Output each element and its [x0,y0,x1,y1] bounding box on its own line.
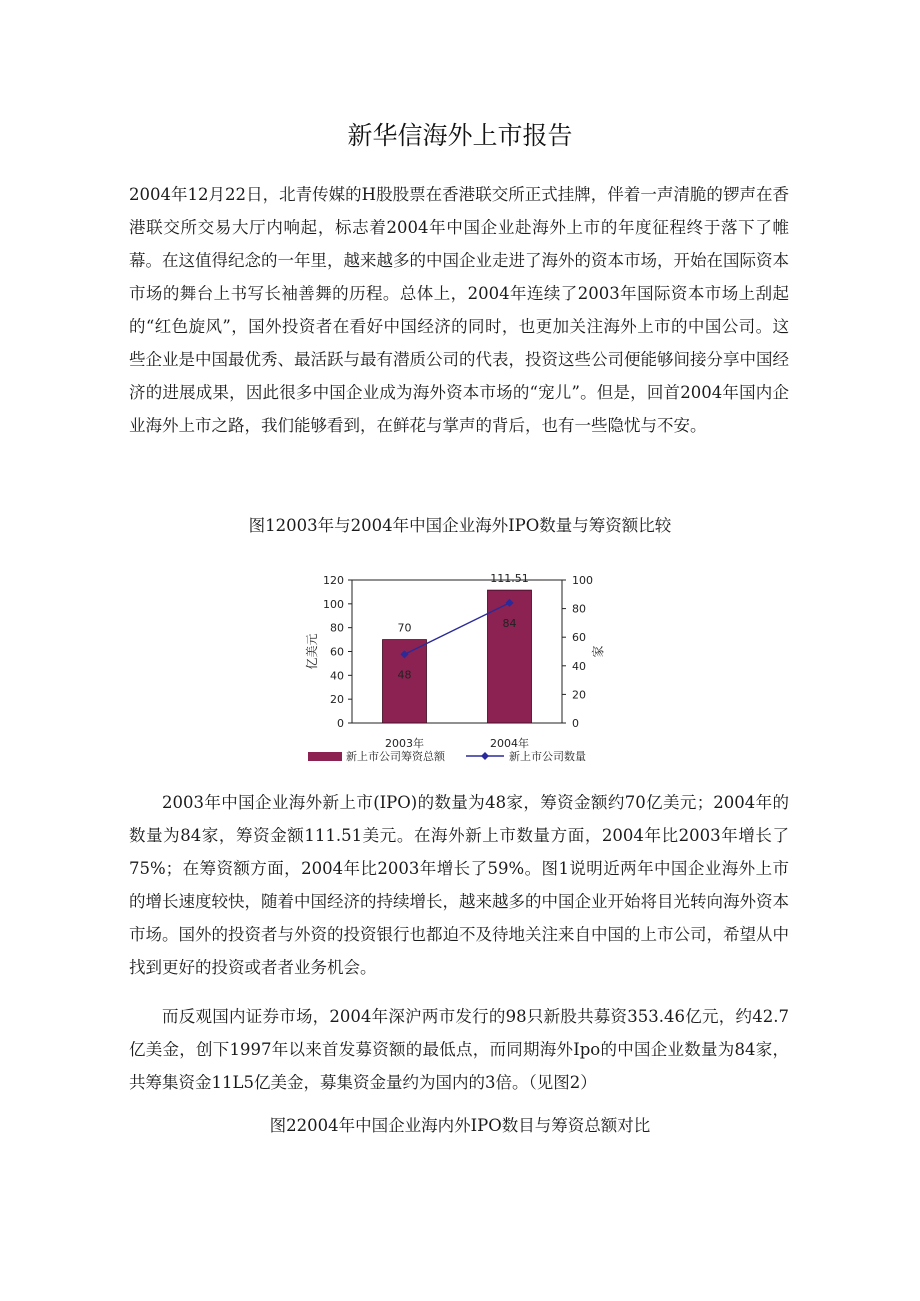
legend-bar-swatch [308,752,342,761]
paragraph-intro: 2004年12月22日，北青传媒的H股股票在香港联交所正式挂牌，伴着一声清脆的锣声在香港联交所交易大厅内响起，标志着2004年中国企业赴海外上市的年度征程终于落下了帷幕。在这值得纪念的一年里，越来越多的中国企业走进了海外的资本市场，开始在国际资本市场的舞台上书写长袖善舞的历程。总体上，2004年连续了2003年国际资本市场上刮起的“红色旋风”，国外投资者在看好中国经济的同时，也更加关注海外上市的中国公司。这些企业是中国最优秀、最活跃与最有潜质公司的代表，投资这些公司便能够间接分享中国经济的进展成果，因此很多中国企业成为海外资本市场的“宠儿”。但是，回首2004年国内企业海外上市之路，我们能够看到，在鲜花与掌声的背后，也有一些隐忧与不安。 [129,185,789,435]
left-axis-tick-label: 120 [323,574,344,587]
left-axis-title: 亿美元 [305,633,319,670]
left-axis-tick-label: 0 [337,717,344,730]
bar-value-label: 111.51 [490,572,529,586]
right-axis-tick-label: 60 [572,631,586,645]
figure2-caption: 图22004年中国企业海内外IPO数目与筹资总额对比 [269,1116,651,1135]
category-label: 2003年 [385,737,424,750]
legend-line-label: 新上市公司数量 [509,750,586,763]
right-axis-tick-label: 0 [572,717,579,730]
figure1-chart [290,560,630,775]
paragraph-ipo-comparison: 2003年中国企业海外新上市(IPO)的数量为48家，筹资金额约70亿美元；2004年的数量为84家，筹资金额111.51美元。在海外新上市数量方面，2004年比2003年增长了75%；在筹资额方面，2004年比2003年增长了59%。图1说明近两年中国企业海外上市的增长速度较快，随着中国经济的持续增长，越来越多的中国企业开始将目光转向海外资本市场。国外的投资者与外资的投资银行也都迫不及待地关注来自中国的上市公司，希望从中找到更好的投资或者者业务机会。 [129,793,789,977]
right-axis-tick-label: 20 [572,688,586,702]
right-axis-tick-label: 100 [572,574,593,587]
right-axis-tick-label: 80 [572,602,586,616]
left-axis-tick-label: 40 [330,669,344,683]
paragraph-domestic-market: 而反观国内证券市场，2004年深沪两市发行的98只新股共募资353.46亿元，约42.7亿美金，创下1997年以来首发募资额的最低点，而同期海外Ipo的中国企业数量为84家，共筹集资金11L5亿美金，募集资金量约为国内的3倍。（见图2） [129,1007,789,1092]
left-axis-tick-label: 60 [330,645,344,659]
count-value-label: 48 [397,668,412,682]
count-value-label: 84 [502,616,517,630]
bar-value-label: 70 [397,621,412,635]
left-axis-tick-label: 100 [323,597,344,611]
right-axis-tick-label: 40 [572,659,586,673]
left-axis-tick-label: 80 [330,621,344,635]
left-axis-tick-label: 20 [330,693,344,707]
right-axis-title: 家 [591,645,605,658]
page-title: 新华信海外上市报告 [347,121,573,150]
category-label: 2004年 [490,737,529,750]
legend-bar-label: 新上市公司筹资总额 [346,750,445,763]
figure1-caption: 图12003年与2004年中国企业海外IPO数量与筹资额比较 [248,516,672,535]
legend-line-marker [481,752,489,760]
